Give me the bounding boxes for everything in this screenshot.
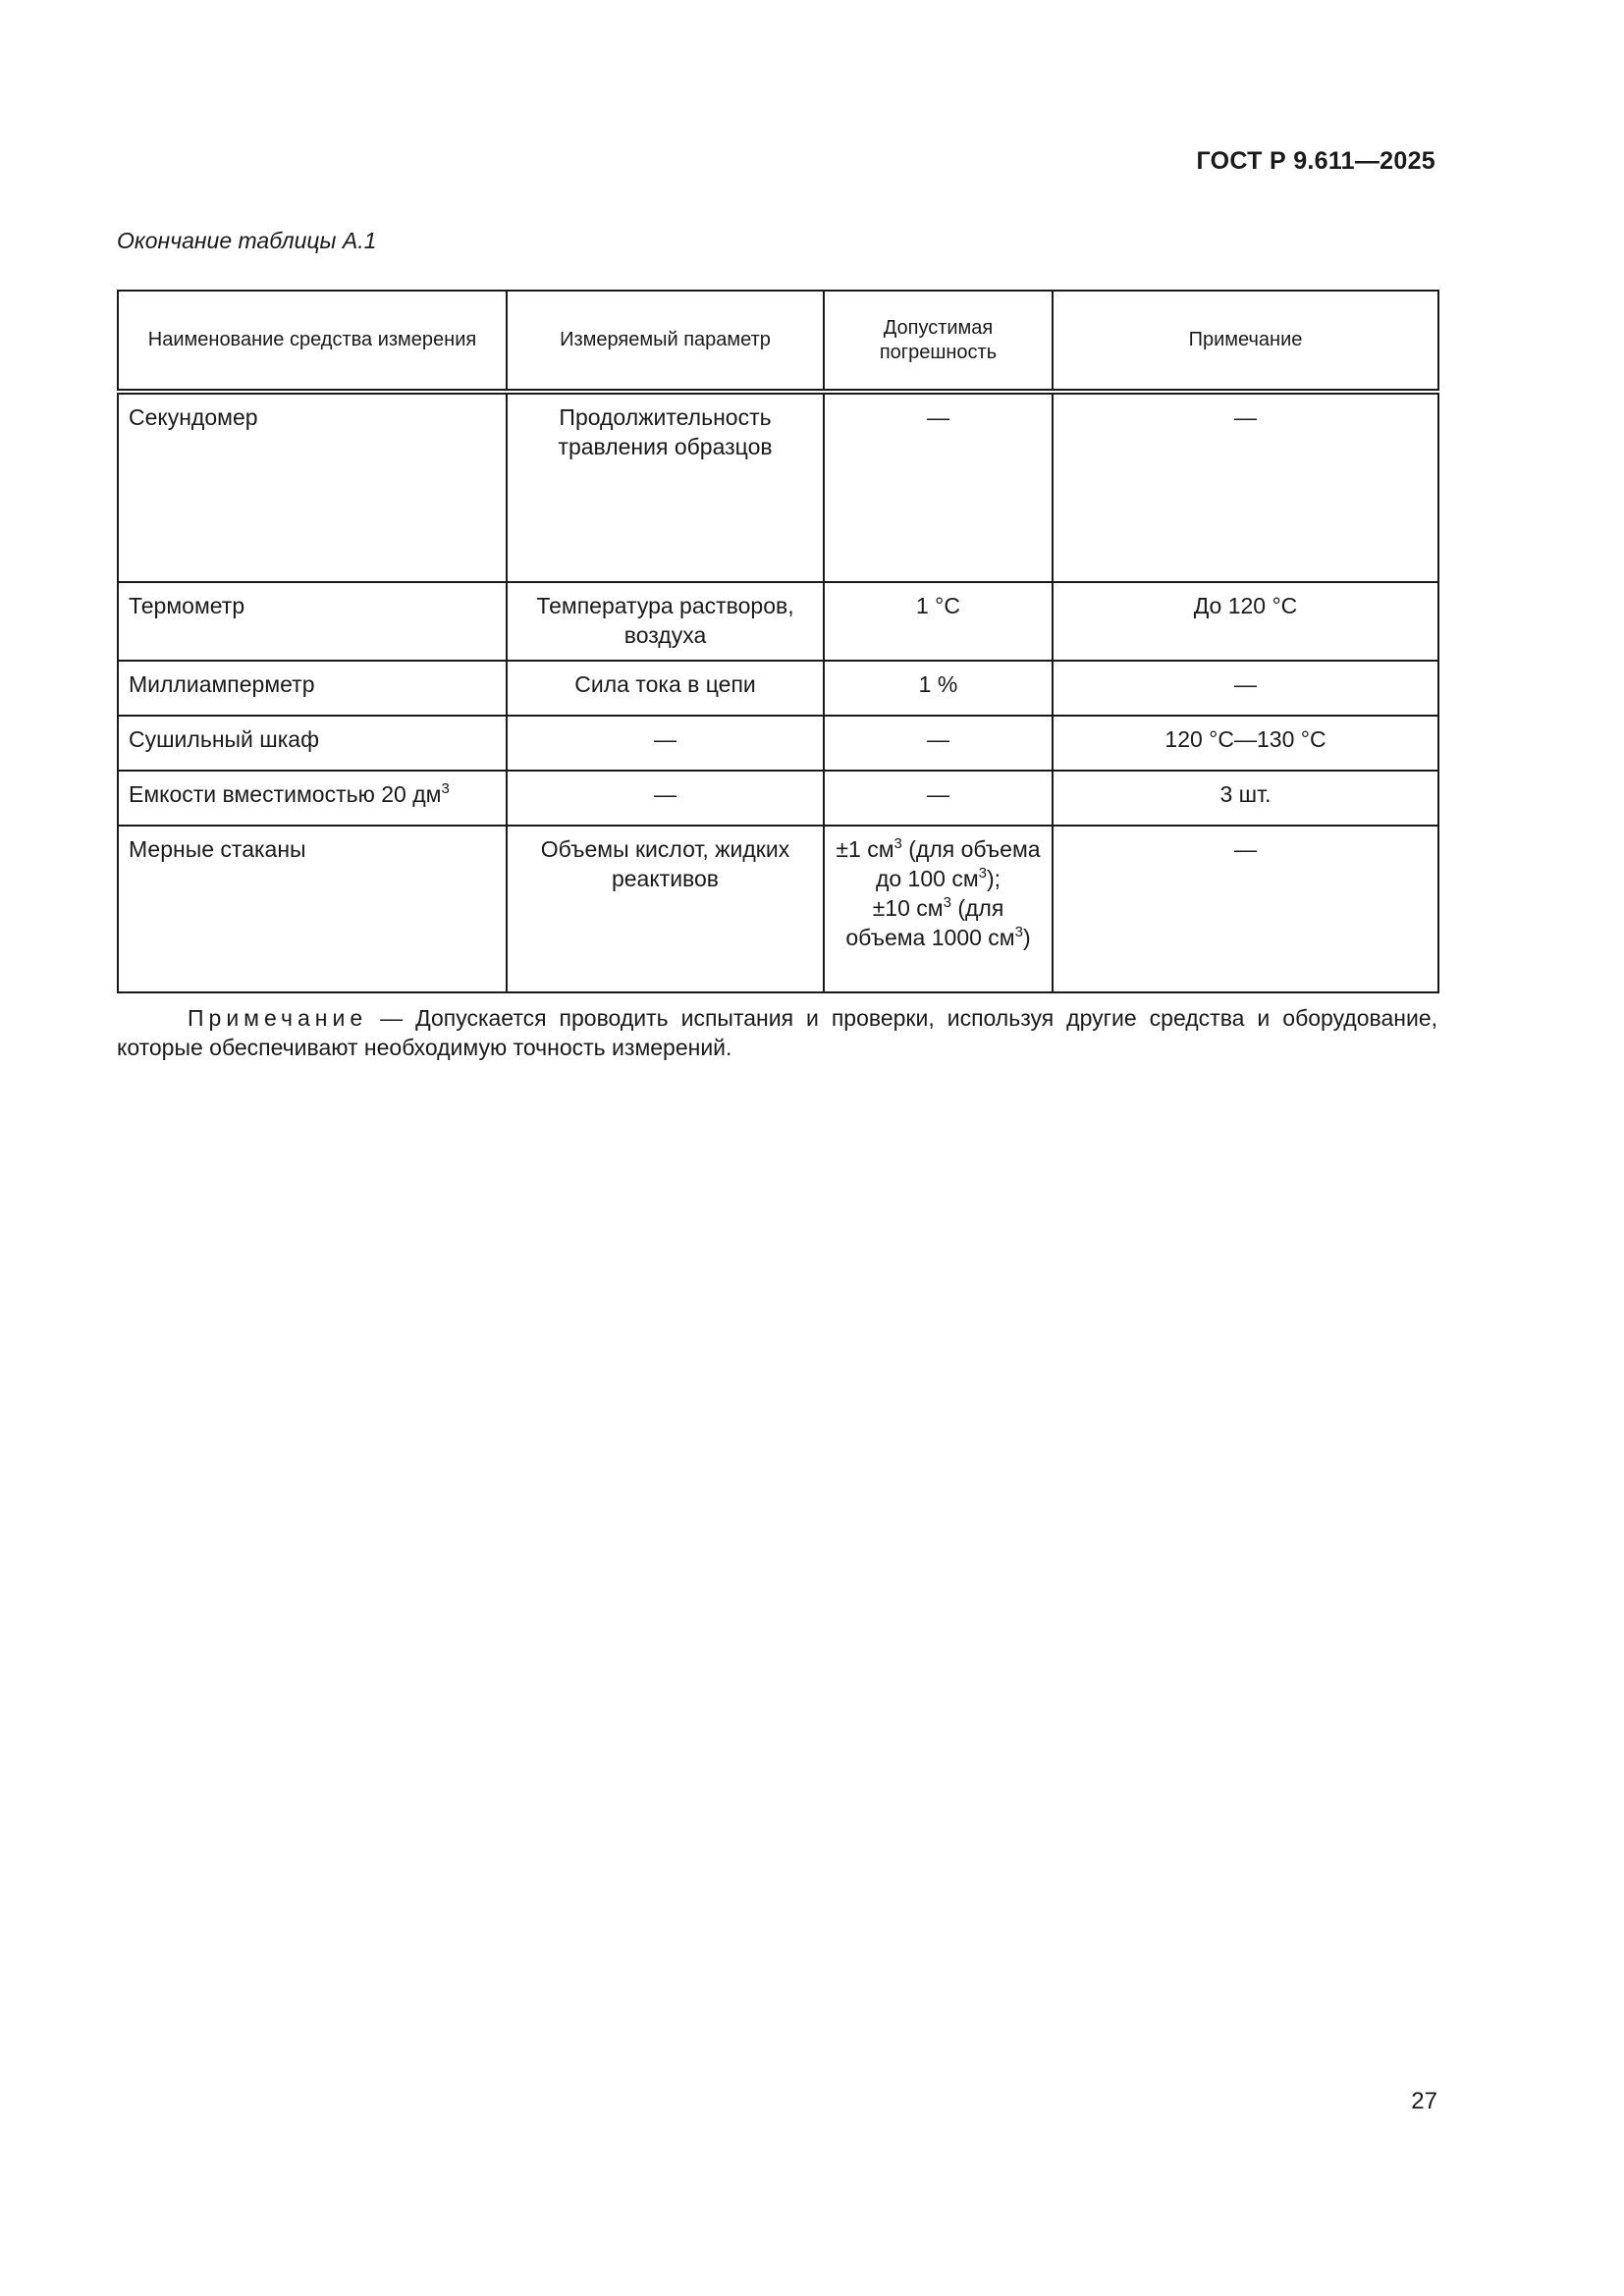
page-number: 27 <box>1411 2088 1437 2114</box>
table-row <box>118 826 1438 992</box>
table-row <box>118 582 1438 661</box>
cell-instrument <box>118 771 507 826</box>
note-text: — Допускается проводить испытания и проверки, используя другие средства и оборудование, которые обеспечивают необходимую точность измерений. <box>117 1005 1437 1060</box>
column-header-instrument: Наименование средства измерения <box>118 291 507 392</box>
tolerance-text: (для объема до 100 см <box>875 836 1041 891</box>
cell-note: 120 °С—130 °С <box>1053 716 1438 771</box>
cell-parameter: Сила тока в цепи <box>507 661 824 716</box>
cell-note: — <box>1053 392 1438 582</box>
cell-tolerance <box>824 826 1053 992</box>
table-row <box>118 661 1438 716</box>
tolerance-text: ); <box>986 866 1001 891</box>
cell-tolerance: — <box>824 716 1053 771</box>
cell-instrument-text: Емкости вместимостью 20 дм <box>129 781 442 807</box>
cell-instrument: Секундомер <box>118 392 507 582</box>
cell-tolerance: — <box>824 771 1053 826</box>
superscript: 3 <box>441 780 450 797</box>
tolerance-text: ±1 см <box>836 836 894 862</box>
tolerance-text: ±10 см <box>872 895 944 921</box>
cell-parameter: — <box>507 771 824 826</box>
table-note <box>117 1003 1437 1062</box>
cell-parameter: Объемы кислот, жидких реактивов <box>507 826 824 992</box>
column-header-parameter: Измеряемый параметр <box>507 291 824 392</box>
table-row <box>118 771 1438 826</box>
tolerance-text: ) <box>1022 925 1031 950</box>
superscript: 3 <box>943 894 951 911</box>
superscript: 3 <box>893 835 902 852</box>
column-header-tolerance: Допустимая погрешность <box>824 291 1053 392</box>
cell-parameter: — <box>507 716 824 771</box>
table-row <box>118 392 1438 582</box>
cell-tolerance: 1 % <box>824 661 1053 716</box>
measuring-instruments-table <box>117 290 1439 993</box>
cell-tolerance: 1 °С <box>824 582 1053 661</box>
table-caption: Окончание таблицы А.1 <box>117 228 377 253</box>
note-label: Примечание <box>188 1005 368 1031</box>
cell-parameter: Продолжительность травления образцов <box>507 392 824 582</box>
superscript: 3 <box>1014 924 1023 940</box>
cell-instrument: Термометр <box>118 582 507 661</box>
document-code: ГОСТ Р 9.611—2025 <box>1196 147 1435 175</box>
cell-instrument: Миллиамперметр <box>118 661 507 716</box>
table-row <box>118 716 1438 771</box>
cell-instrument: Сушильный шкаф <box>118 716 507 771</box>
cell-note: — <box>1053 661 1438 716</box>
cell-note: 3 шт. <box>1053 771 1438 826</box>
cell-parameter: Температура растворов, воздуха <box>507 582 824 661</box>
cell-tolerance: — <box>824 392 1053 582</box>
column-header-note: Примечание <box>1053 291 1438 392</box>
cell-note: До 120 °С <box>1053 582 1438 661</box>
table-header-row <box>118 291 1438 392</box>
superscript: 3 <box>978 865 987 881</box>
cell-note: — <box>1053 826 1438 992</box>
cell-instrument: Мерные стаканы <box>118 826 507 992</box>
tolerance-text: (для объема 1000 см <box>845 895 1015 950</box>
